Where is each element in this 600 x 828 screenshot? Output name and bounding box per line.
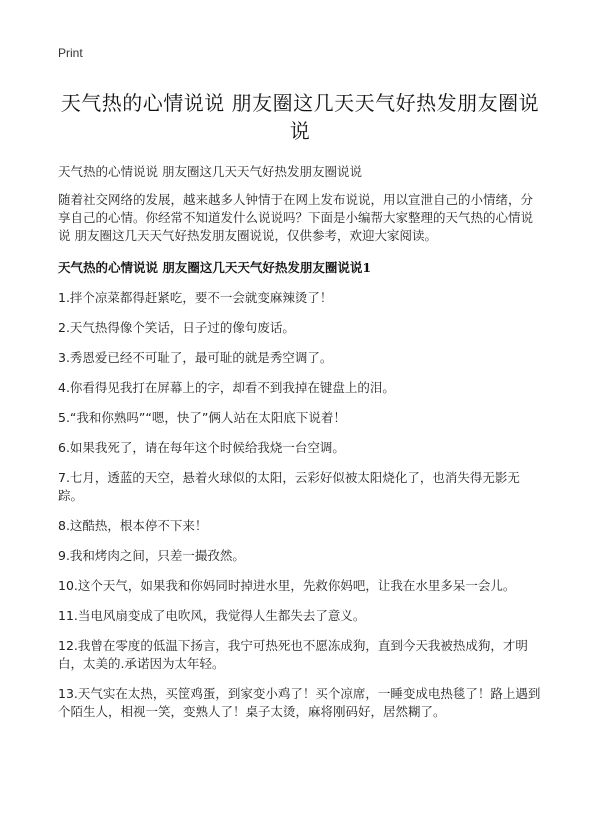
print-link[interactable]: Print	[58, 46, 83, 60]
list-item-text: 5.“我和你熟吗”“嗯，快了”俩人站在太阳底下说着！	[58, 410, 346, 425]
list-item-text: 7.七月，透蓝的天空，悬着火球似的太阳，云彩好似被太阳烧化了，也消失得无影无踪。	[58, 470, 520, 503]
section-heading: 天气热的心情说说 朋友圈这几天天气好热发朋友圈说说1	[58, 260, 372, 275]
list-item	[58, 577, 542, 595]
article-subtitle: 天气热的心情说说 朋友圈这几天天气好热发朋友圈说说	[58, 164, 362, 179]
list-item	[58, 439, 542, 457]
list-item-text: 6.如果我死了，请在每年这个时候给我烧一台空调。	[58, 440, 345, 455]
list-item-text: 12.我曾在零度的低温下扬言，我宁可热死也不愿冻成狗，直到今天我被热成狗，才明白，太美的.承诺因为太年轻。	[58, 638, 528, 671]
list-item	[58, 685, 542, 721]
list-item-text: 11.当电风扇变成了电吹风，我觉得人生都失去了意义。	[58, 608, 366, 623]
list-item	[58, 319, 542, 337]
list-item	[58, 547, 542, 565]
article-intro: 随着社交网络的发展，越来越多人钟情于在网上发布说说，用以宣泄自己的小情绪，分享自己的心情。你经常不知道发什么说说吗？下面是小编帮大家整理的天气热的心情说说 朋友圈这几天天气好热发朋友圈说说，仅供参考，欢迎大家阅读。	[58, 192, 534, 243]
list-item-text: 2.天气热得像个笑话，日子过的像句废话。	[58, 320, 295, 335]
quote-list	[58, 289, 542, 721]
page-title: 天气热的心情说说 朋友圈这几天天气好热发朋友圈说说	[60, 91, 540, 143]
list-item	[58, 349, 542, 367]
list-item-text: 10.这个天气，如果我和你妈同时掉进水里，先救你妈吧，让我在水里多呆一会儿。	[58, 578, 516, 593]
list-item-text: 1.拌个凉菜都得赶紧吃，要不一会就变麻辣烫了！	[58, 290, 333, 305]
list-item	[58, 637, 542, 673]
list-item-text: 13.天气实在太热，买筐鸡蛋，到家变小鸡了！买个凉席，一睡变成电热毯了！路上遇到个陌生人，相视一笑，变熟人了！桌子太烫，麻将刚码好，居然糊了。	[58, 686, 541, 719]
list-item	[58, 409, 542, 427]
list-item-text: 9.我和烤肉之间，只差一撮孜然。	[58, 548, 245, 563]
list-item-text: 3.秀恩爱已经不可耻了，最可耻的就是秀空调了。	[58, 350, 333, 365]
list-item	[58, 379, 542, 397]
list-item	[58, 607, 542, 625]
list-item-text: 8.这酷热，根本停不下来！	[58, 518, 208, 533]
list-item	[58, 517, 542, 535]
list-item-text: 4.你看得见我打在屏幕上的字，却看不到我掉在键盘上的泪。	[58, 380, 395, 395]
list-item	[58, 469, 542, 505]
list-item	[58, 289, 542, 307]
